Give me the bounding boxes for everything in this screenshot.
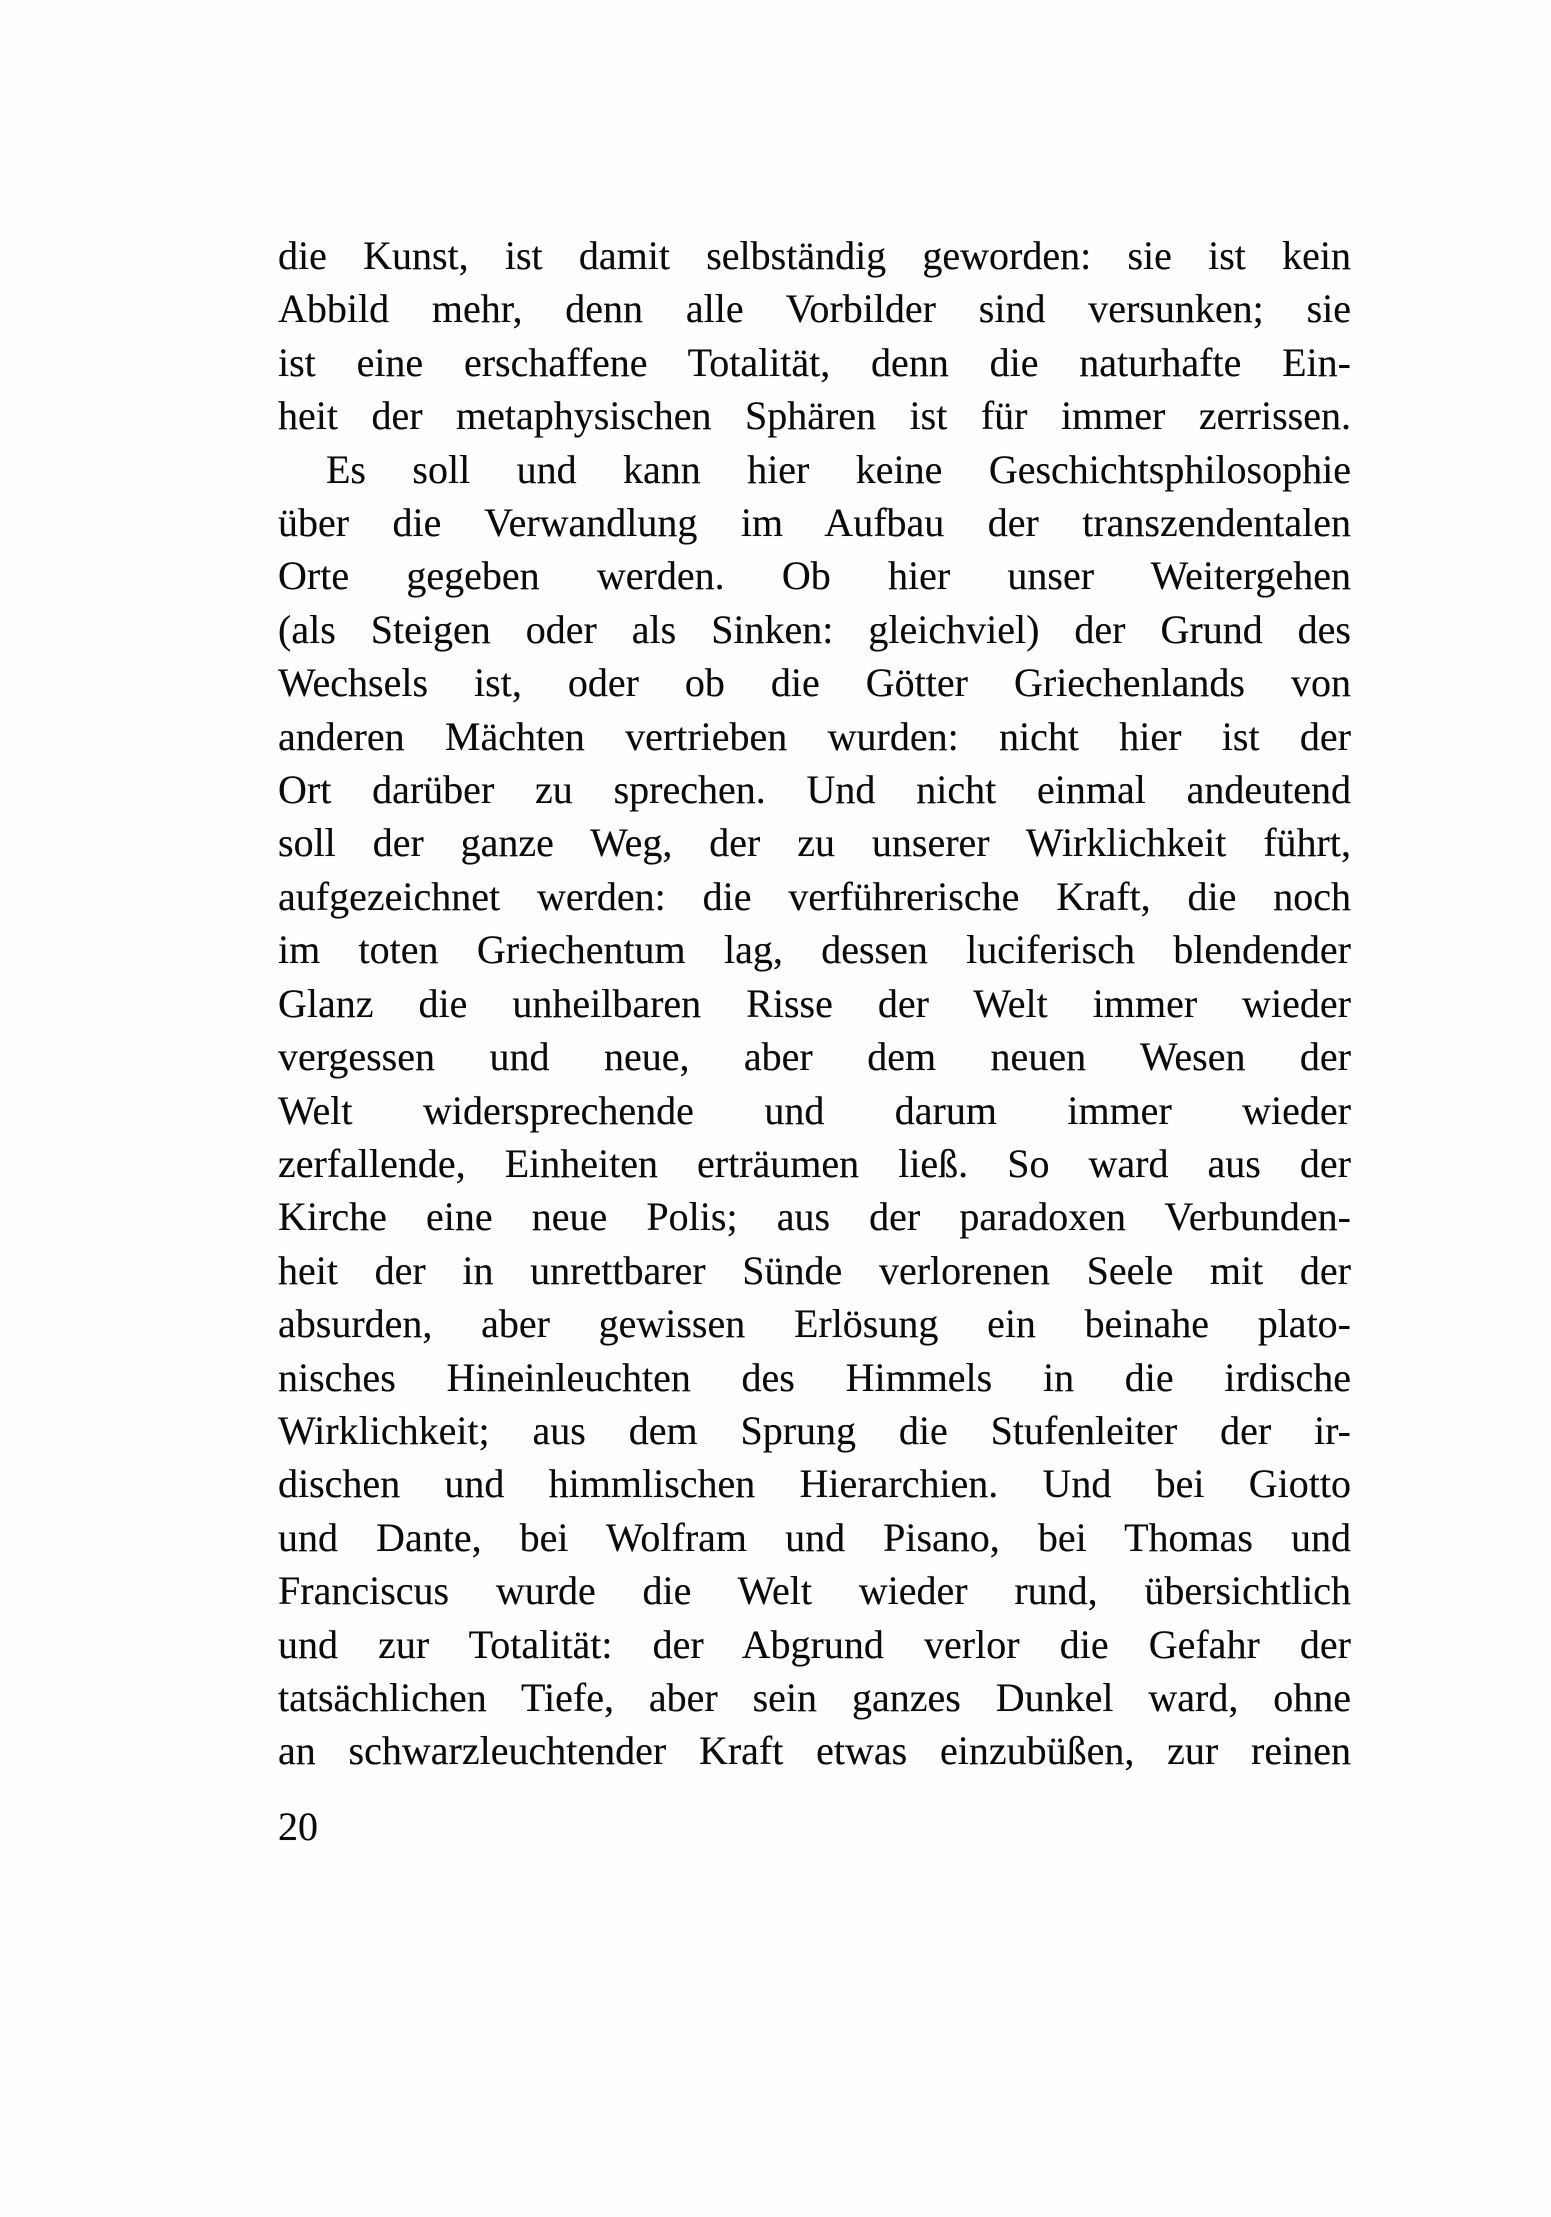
text-line: ist eine erschaffene Totalität, denn die naturhafte Ein- [278, 339, 1351, 385]
text-line: Welt widersprechende und darum immer wieder [278, 1087, 1351, 1133]
text-line: an schwarzleuchtender Kraft etwas einzubüßen, zur reinen [278, 1728, 1351, 1774]
page-number: 20 [278, 1804, 318, 1849]
text-line: Abbild mehr, denn alle Vorbilder sind versunken; sie [278, 286, 1351, 332]
text-line: und zur Totalität: der Abgrund verlor die Gefahr der [278, 1621, 1351, 1667]
text-line: zerfallende, Einheiten erträumen ließ. So ward aus der [278, 1140, 1351, 1186]
text-line: vergessen und neue, aber dem neuen Wesen der [278, 1034, 1351, 1080]
text-line: Franciscus wurde die Welt wieder rund, übersichtlich [278, 1568, 1351, 1614]
text-line: (als Steigen oder als Sinken: gleichviel) der Grund des [278, 606, 1351, 652]
text-line: heit der metaphysischen Sphären ist für immer zerrissen. [278, 393, 1351, 439]
text-line: Glanz die unheilbaren Risse der Welt immer wieder [278, 980, 1351, 1026]
text-line: Wirklichkeit; aus dem Sprung die Stufenleiter der ir- [278, 1407, 1351, 1453]
text-line: und Dante, bei Wolfram und Pisano, bei Thomas und [278, 1514, 1351, 1560]
text-line: Wechsels ist, oder ob die Götter Griechenlands von [278, 660, 1351, 706]
text-line: über die Verwandlung im Aufbau der transzendentalen [278, 500, 1351, 546]
text-line: heit der in unrettbarer Sünde verlorenen Seele mit der [278, 1247, 1351, 1293]
text-line: Ort darüber zu sprechen. Und nicht einmal andeutend [278, 767, 1351, 813]
text-line: anderen Mächten vertrieben wurden: nicht hier ist der [278, 713, 1351, 759]
text-line: Es soll und kann hier keine Geschichtsphilosophie [326, 446, 1351, 492]
text-line: im toten Griechentum lag, dessen luciferisch blendender [278, 927, 1351, 973]
text-line: nisches Hineinleuchten des Himmels in die irdische [278, 1354, 1351, 1400]
text-line: soll der ganze Weg, der zu unserer Wirklichkeit führt, [278, 820, 1351, 866]
text-line: aufgezeichnet werden: die verführerische Kraft, die noch [278, 873, 1351, 919]
text-block [278, 229, 1351, 1778]
text-line: dischen und himmlischen Hierarchien. Und bei Giotto [278, 1461, 1351, 1507]
text-line: Orte gegeben werden. Ob hier unser Weitergehen [278, 553, 1351, 599]
text-line: Kirche eine neue Polis; aus der paradoxen Verbunden- [278, 1194, 1351, 1240]
text-line: tatsächlichen Tiefe, aber sein ganzes Dunkel ward, ohne [278, 1674, 1351, 1720]
text-line: die Kunst, ist damit selbständig geworden: sie ist kein [278, 233, 1351, 278]
text-line: absurden, aber gewissen Erlösung ein beinahe plato- [278, 1301, 1351, 1347]
